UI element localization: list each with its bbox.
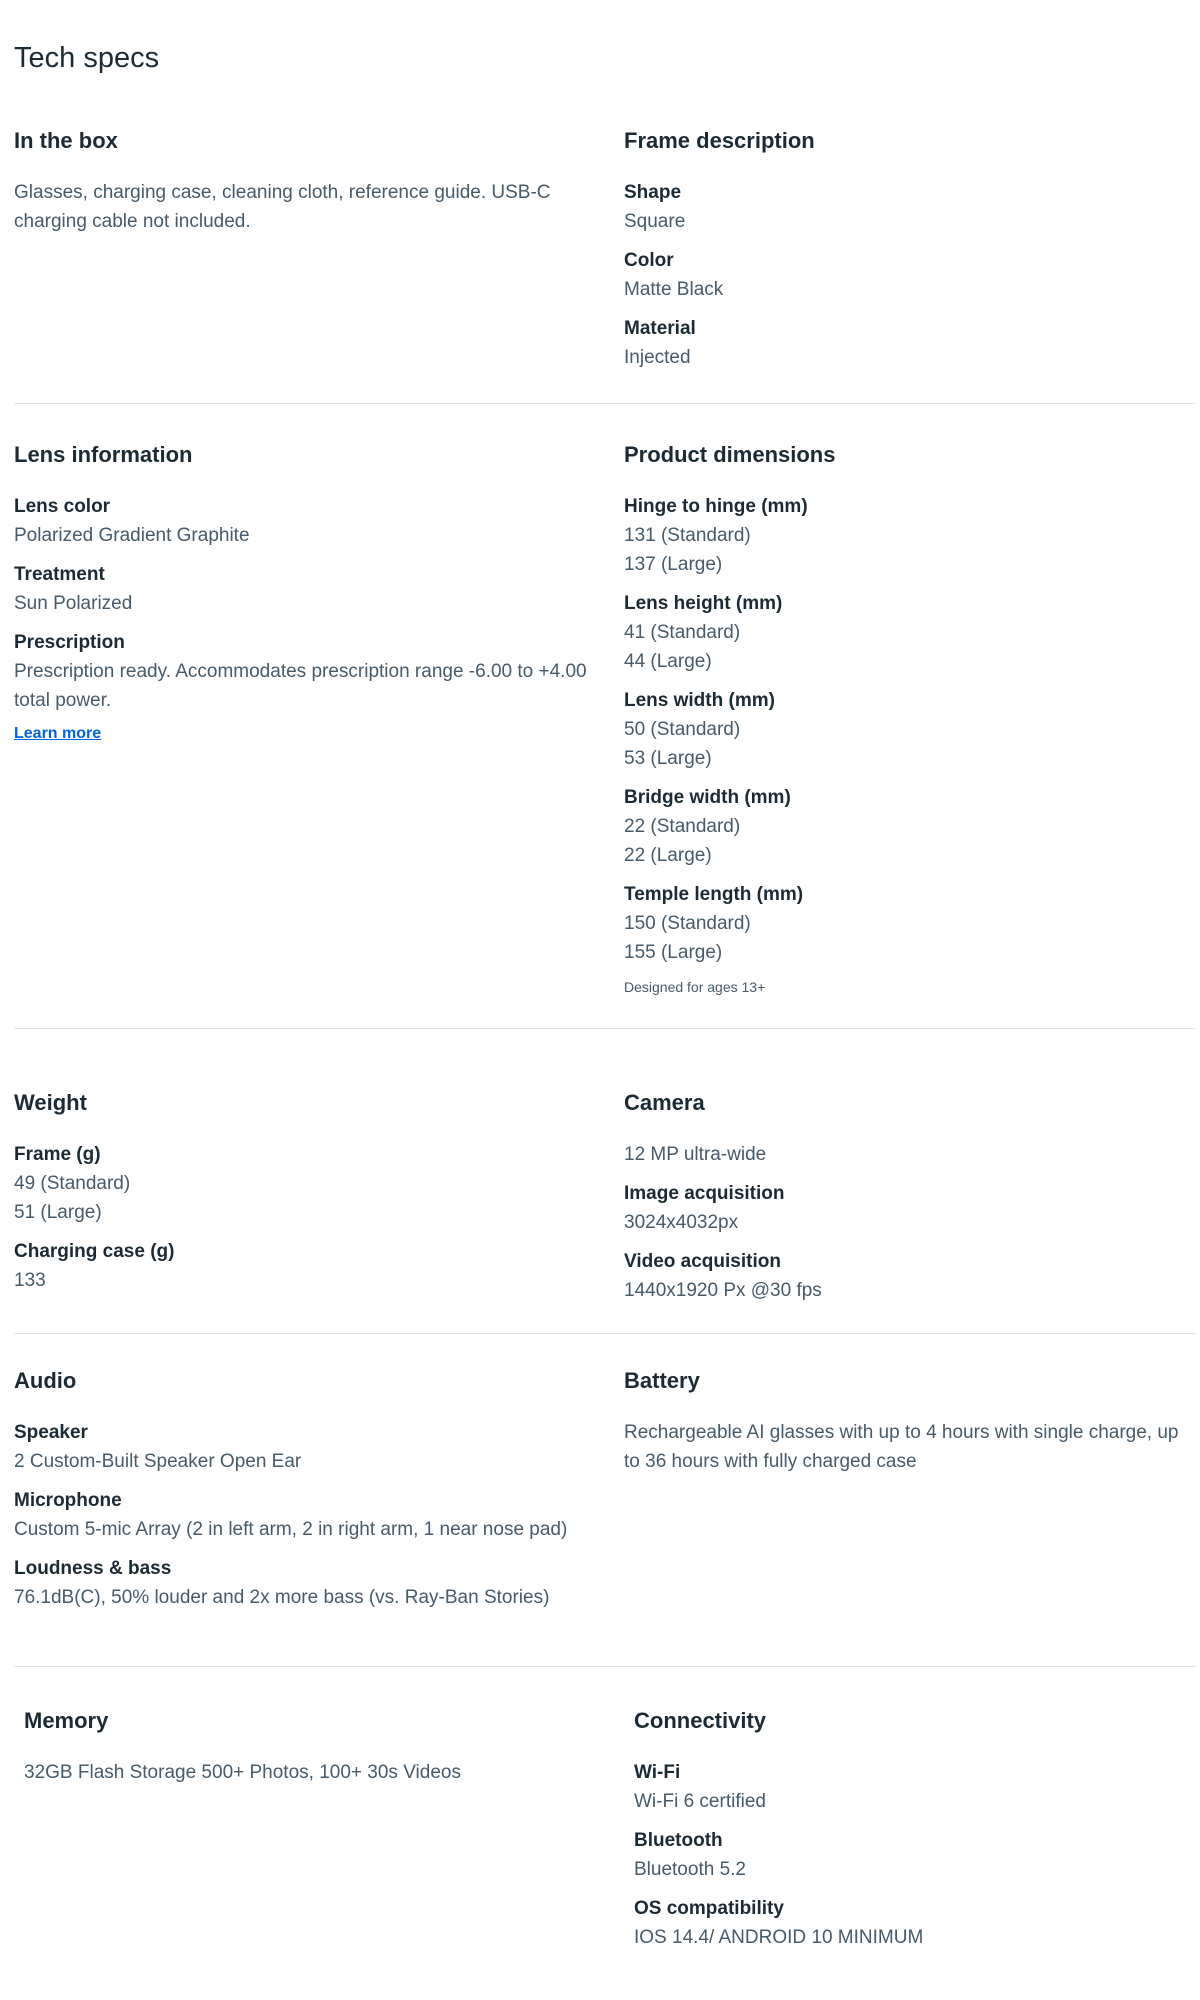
in-the-box-desc: Glasses, charging case, cleaning cloth, reference guide. USB-C charging cable not included. bbox=[14, 182, 551, 232]
spec-label: Material bbox=[624, 318, 696, 339]
spec-item bbox=[634, 1758, 1200, 1816]
spec-value: Sun Polarized bbox=[14, 593, 133, 614]
spec-item bbox=[624, 314, 1194, 372]
spec-value: Prescription ready. Accommodates prescription range -6.00 to +4.00 total power. bbox=[14, 661, 587, 711]
camera-title: Camera bbox=[624, 1090, 705, 1115]
camera-items bbox=[624, 1179, 1194, 1305]
spec-label: Charging case (g) bbox=[14, 1241, 175, 1262]
spec-label: Frame (g) bbox=[14, 1144, 101, 1165]
spec-value: 3024x4032px bbox=[624, 1212, 739, 1233]
spec-item bbox=[14, 1486, 594, 1544]
product-dimensions bbox=[624, 442, 1194, 997]
spec-value: 22 (Standard) bbox=[624, 816, 741, 837]
spec-label: Loudness & bass bbox=[14, 1558, 172, 1579]
spec-item bbox=[14, 1237, 594, 1295]
memory bbox=[24, 1708, 604, 1787]
lens-information-title: Lens information bbox=[14, 442, 193, 467]
divider bbox=[14, 403, 1196, 404]
spec-label: Hinge to hinge (mm) bbox=[624, 496, 808, 517]
connectivity-items bbox=[634, 1758, 1200, 1952]
spec-label: Microphone bbox=[14, 1490, 122, 1511]
spec-value: 51 (Large) bbox=[14, 1202, 102, 1223]
age-note: Designed for ages 13+ bbox=[624, 979, 766, 995]
frame-description bbox=[624, 128, 1194, 382]
weight-items bbox=[14, 1140, 594, 1295]
spec-item bbox=[634, 1826, 1200, 1884]
spec-item bbox=[624, 880, 1194, 967]
spec-value: 44 (Large) bbox=[624, 651, 712, 672]
lens-information bbox=[14, 442, 594, 745]
spec-label: Temple length (mm) bbox=[624, 884, 804, 905]
divider bbox=[14, 1333, 1196, 1334]
spec-item bbox=[14, 560, 594, 618]
spec-value: 133 bbox=[14, 1270, 46, 1291]
spec-label: Bridge width (mm) bbox=[624, 787, 791, 808]
learn-more-link[interactable]: Learn more bbox=[14, 725, 102, 742]
battery-title: Battery bbox=[624, 1368, 700, 1393]
spec-item bbox=[624, 1179, 1194, 1237]
spec-value: 53 (Large) bbox=[624, 748, 712, 769]
spec-label: Treatment bbox=[14, 564, 105, 585]
spec-item bbox=[14, 628, 594, 715]
frame-description-title: Frame description bbox=[624, 128, 815, 153]
camera bbox=[624, 1090, 1194, 1315]
spec-value: Square bbox=[624, 211, 686, 232]
in-the-box-title: In the box bbox=[14, 128, 118, 153]
spec-item bbox=[14, 1554, 594, 1612]
spec-value: 50 (Standard) bbox=[624, 719, 741, 740]
spec-value: Bluetooth 5.2 bbox=[634, 1859, 746, 1880]
spec-value: 137 (Large) bbox=[624, 554, 723, 575]
spec-item bbox=[624, 178, 1194, 236]
audio bbox=[14, 1368, 594, 1622]
in-the-box bbox=[14, 128, 594, 236]
spec-label: Image acquisition bbox=[624, 1183, 785, 1204]
spec-item bbox=[624, 492, 1194, 579]
divider bbox=[14, 1028, 1196, 1029]
spec-label: Video acquisition bbox=[624, 1251, 781, 1272]
battery bbox=[624, 1368, 1194, 1476]
spec-value: 150 (Standard) bbox=[624, 913, 751, 934]
spec-label: Lens height (mm) bbox=[624, 593, 783, 614]
spec-item bbox=[14, 1140, 594, 1227]
frame-description-items bbox=[624, 178, 1194, 372]
spec-value: 131 (Standard) bbox=[624, 525, 751, 546]
battery-desc: Rechargeable AI glasses with up to 4 hours with single charge, up to 36 hours with fully charged case bbox=[624, 1422, 1179, 1472]
spec-item bbox=[624, 783, 1194, 870]
spec-label: OS compatibility bbox=[634, 1898, 784, 1919]
spec-label: Prescription bbox=[14, 632, 125, 653]
spec-item bbox=[624, 686, 1194, 773]
spec-value: IOS 14.4/ ANDROID 10 MINIMUM bbox=[634, 1927, 924, 1948]
connectivity bbox=[634, 1708, 1200, 1962]
page-title: Tech specs bbox=[14, 42, 160, 74]
weight bbox=[14, 1090, 594, 1305]
divider bbox=[14, 1666, 1196, 1667]
memory-title: Memory bbox=[24, 1708, 109, 1733]
spec-label: Wi-Fi bbox=[634, 1762, 681, 1783]
spec-value: Custom 5-mic Array (2 in left arm, 2 in right arm, 1 near nose pad) bbox=[14, 1519, 568, 1540]
spec-value: 155 (Large) bbox=[624, 942, 723, 963]
audio-title: Audio bbox=[14, 1368, 77, 1393]
spec-label: Speaker bbox=[14, 1422, 88, 1443]
spec-item bbox=[624, 589, 1194, 676]
camera-desc: 12 MP ultra-wide bbox=[624, 1144, 767, 1165]
spec-value: 41 (Standard) bbox=[624, 622, 741, 643]
spec-label: Bluetooth bbox=[634, 1830, 723, 1851]
spec-item bbox=[624, 246, 1194, 304]
spec-label: Lens width (mm) bbox=[624, 690, 775, 711]
spec-value: 2 Custom-Built Speaker Open Ear bbox=[14, 1451, 302, 1472]
spec-value: 1440x1920 Px @30 fps bbox=[624, 1280, 822, 1301]
spec-item bbox=[14, 1418, 594, 1476]
spec-label: Lens color bbox=[14, 496, 111, 517]
spec-item bbox=[14, 492, 594, 550]
spec-label: Color bbox=[624, 250, 674, 271]
memory-desc: 32GB Flash Storage 500+ Photos, 100+ 30s Videos bbox=[24, 1762, 461, 1783]
connectivity-title: Connectivity bbox=[634, 1708, 767, 1733]
spec-value: Injected bbox=[624, 347, 691, 368]
spec-item bbox=[624, 1247, 1194, 1305]
spec-value: Wi-Fi 6 certified bbox=[634, 1791, 766, 1812]
spec-value: Polarized Gradient Graphite bbox=[14, 525, 250, 546]
product-dimensions-title: Product dimensions bbox=[624, 442, 836, 467]
spec-value: 22 (Large) bbox=[624, 845, 712, 866]
lens-information-items bbox=[14, 492, 594, 715]
spec-value: 76.1dB(C), 50% louder and 2x more bass (vs. Ray-Ban Stories) bbox=[14, 1587, 550, 1608]
spec-value: Matte Black bbox=[624, 279, 724, 300]
spec-value: 49 (Standard) bbox=[14, 1173, 131, 1194]
weight-title: Weight bbox=[14, 1090, 87, 1115]
spec-label: Shape bbox=[624, 182, 682, 203]
spec-item bbox=[634, 1894, 1200, 1952]
audio-items bbox=[14, 1418, 594, 1612]
product-dimensions-items bbox=[624, 492, 1194, 967]
